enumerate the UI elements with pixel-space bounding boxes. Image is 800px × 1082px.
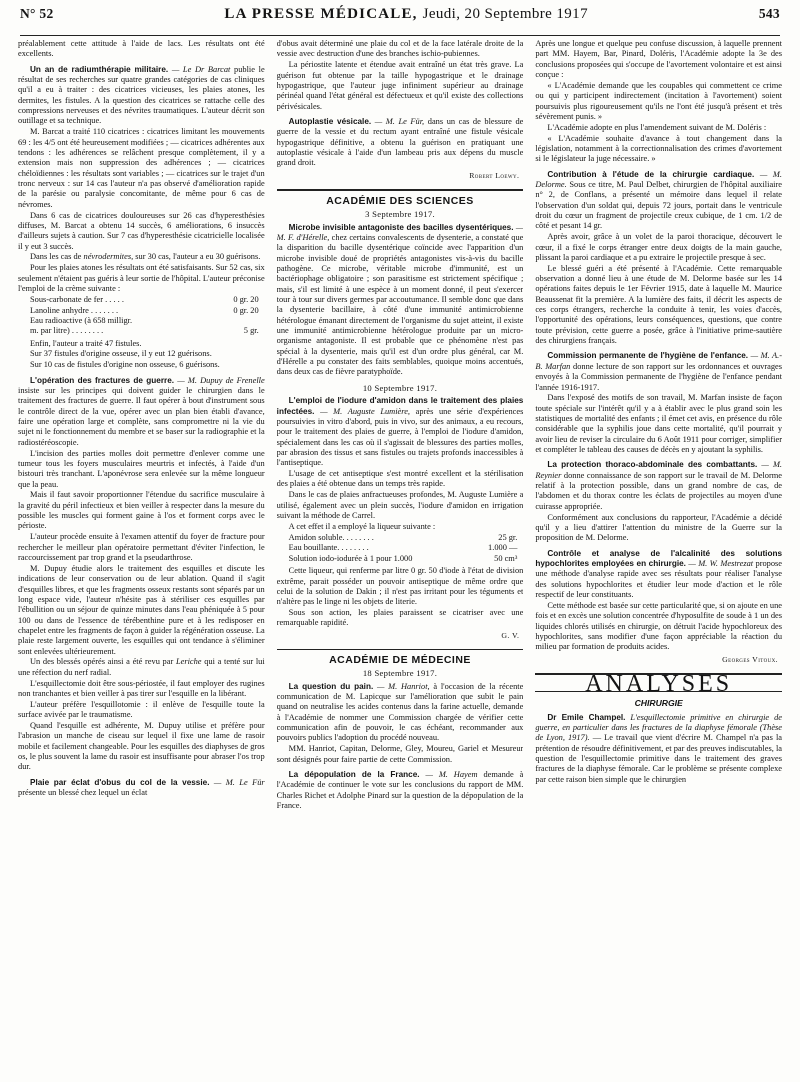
formula-amount: 5 gr.: [243, 326, 259, 336]
paragraph: Dans l'exposé des motifs de son travail, M. Marfan insiste de façon toute spéciale sur l'intérêt qu'il y a à établir avec le plus grand soin les statistiques de mortalité des enfants ; il émet cet avis, en présence du rôle considérable que la syphilis joue dans cette mortalité, qu'il pourrait y avoir lieu de reviser la circulaire du 6 Août 1911 pour corriger, simplifier et compléter le tableau des causes de décès en y ajoutant la syphilis.: [535, 393, 783, 455]
paragraph: Cette méthode est basée sur cette particularité que, si on ajoute en une fois et en excès une solution concentrée d'hyposulfite de soude à 1 un des liquides chlorés utilisés en chirurgie, on détruit l'acide hypochloreux des hypochlorites, sans modifier d'une façon appréciable la réaction du milieu par formation de produits acides.: [535, 600, 783, 652]
paragraph: [18, 657, 265, 678]
formula-row: [277, 554, 524, 564]
paragraph: Conformément aux conclusions du rapporteur, l'Académie a décidé qu'il y a lieu d'attirer l'attention du ministre de la Guerre sur la proposition de M. Delorme.: [535, 512, 783, 543]
article-title: La dépopulation de la France.: [288, 770, 420, 779]
article-cardiaque: [535, 170, 782, 232]
paragraph: Après une longue et quelque peu confuse discussion, à laquelle prennent part MM. Hayem, Bar, Pinard, Doléris, l'Académie adopte la 3e des conclusions proposées qui s'occupe de l'avortement volontaire et est ainsi conçue :: [535, 39, 783, 80]
section-heading: ACADÉMIE DES SCIENCES: [277, 189, 524, 206]
paragraph: La périostite latente et étendue avait entraîné un état très grave. La guérison fut obtenue par la taille hypogastrique et le drainage hypogastrique, que l'auteur juge infiniment supérieur au drainage périnéal quand l'état général est défectueux et qu'il existe des collections périvésicales.: [276, 60, 524, 111]
paragraph: MM. Hanriot, Capitan, Delorme, Gley, Moureu, Gariel et Mesureur sont désignés pour faire partie de cette Commission.: [276, 744, 524, 764]
article-author: — Le Dr Barcat: [171, 64, 231, 74]
article-title: La protection thoraco-abdominale des combattants.: [547, 460, 758, 470]
signature: G. V.: [501, 630, 520, 640]
session-date: 10 Septembre 1917.: [362, 382, 438, 393]
formula-amount: 0 gr. 20: [233, 295, 259, 305]
formula-ingredient: Eau radioactive (à 658 milligr.: [30, 315, 133, 325]
text-run-italic: Leriche: [175, 657, 202, 667]
article-body: chez certains convalescents de dysenterie, a constaté que la disparition du bacille dysentérique coïncide avec l'apparition d'un microbe invisible doué de propriétés antagonistes vis-à-vis du bacille pathogène. Ce microbe, véritable microbe d'immunité, est un bactériophage obligatoire ; son parasitisme est strictement spécifique ; mais, s'il est limité à une espèce à un moment donné, il peut s'exercer tour à tour sur divers germes par accoutumance. Il semble donc que dans la dysenterie bacillaire, à côté d'une immunité antimicrobienne hétérologue émanant directement de l'organisme du sujet atteint, il existe une immunité antimicrobienne hétérologue produite par un micro-organisme antagoniste. Il est probable que ce phénomène n'est pas spécial à la dysenterie, mais qu'il est d'un ordre plus général, car M. d'Hérelle a pu constater des faits semblables, quoique moins accentués, dans deux cas de fièvre paratyphoïde.: [276, 233, 524, 377]
column-2: [277, 39, 524, 1079]
session-date: 3 Septembre 1917.: [365, 209, 435, 220]
article-author: — M. Dupuy de Frenelle: [177, 375, 265, 385]
article-body: propose une méthode d'analyse rapide avec ses résultats pour réaliser l'analyse des solutions hypochlorites et étudier leur mode d'action et le rôle respectif de leur constituants.: [535, 559, 783, 600]
formula-amount: 0 gr. 20: [233, 305, 259, 315]
article-title: Plaie par éclat d'obus du col de la vessie.: [30, 777, 210, 787]
formula-ingredient: Amidon soluble. . . . . . . .: [288, 533, 374, 543]
article-body: insiste sur les principes qui doivent guider le chirurgien dans le traitement des fractures de guerre. Il faut opérer à bout d'instrument sous le contrôle direct de la vue, opérer avec un plan bien établi d'avance, faire une opération large et complète, sans compromettre ni la vie du sujet ni le fonctionnement du membre et se baser sur la radiographie et la radiostéréoscopie.: [18, 386, 265, 447]
paragraph: L'auteur préfère l'esquillotomie : il enlève de l'esquille toute la surface avivée par le traumatisme.: [18, 699, 265, 720]
article-title: Contrôle et analyse de l'alcalinité des solutions hypochlorites employées en chirurgie.: [535, 548, 783, 568]
article-author: — M. W. Mestrezat: [688, 559, 754, 568]
columns: [18, 39, 782, 1079]
formula-row: [18, 316, 265, 326]
masthead: [20, 6, 780, 36]
article-author: — M. Reynier: [535, 460, 783, 480]
issue-number: N° 52: [20, 6, 54, 21]
article-title: Commission permanente de l'hygiène de l'enfance.: [547, 351, 749, 361]
article-body: donne lecture de son rapport sur les ordonnances et ouvrages envoyés à la Commission permanente de l'hygiène de l'enfance pendant l'année 1916-1917.: [535, 361, 783, 392]
paragraph: Pour les plaies atones les résultats ont été satisfaisants. Sur 52 cas, six seulement n'étaient pas guéris à leur sortie de l'hôpital. L'auteur préconise l'emploi de la crème suivante :: [18, 263, 265, 293]
text-run: Dans les cas de: [30, 252, 82, 262]
section-heading: ACADÉMIE DE MÉDECINE: [277, 649, 524, 665]
session-date: 18 Septembre 1917.: [362, 668, 438, 679]
formula-amount: 25 gr.: [498, 533, 518, 543]
article-title: L'emploi de l'iodure d'amidon dans le traitement des plaies infectées.: [276, 396, 524, 416]
formula-amount: [211, 316, 264, 326]
formula-ingredient: m. par litre) . . . . . . . .: [30, 326, 104, 336]
article-author: — M. Hanriot,: [376, 681, 430, 691]
formula-table: [277, 533, 524, 564]
paragraph: Sur 37 fistules d'origine osseuse, il y eut 12 guérisons.: [30, 349, 212, 359]
paragraph: Quand l'esquille est adhérente, M. Dupuy utilise et préfère pour l'abrasion un manche de ciseau sur lequel il fixe une lame de rasoir mobile et facilement changeable. Pour les esquilles des diaphyses de gros os, le plus souvent la lame du rasoir est insuffisante pour abraser l'os trop dur.: [18, 721, 265, 772]
journal-title: [224, 6, 588, 23]
formula-table: [18, 295, 265, 336]
article-body: après une série d'expériences poursuivies in vitro d'abord, puis in vivo, sur des animaux, a eu recours, pour le traitement des plaies de guerre, à l'emploi de l'iodure d'amidon, spécialement dans les cas où il s'agissait de blessures des parties molles, par abrasion des tissus et sans fistules ou trajets profonds inaccessibles à l'antiseptique.: [276, 406, 524, 468]
article-author: — M. Le Für,: [374, 116, 425, 126]
formula-row: [277, 543, 524, 553]
text-run: qui a tenté sur lui une réfection du nerf radial.: [18, 657, 265, 677]
paragraph: L'incision des parties molles doit permettre d'enlever comme une tumeur tous les foyers musculaires meurtris et infectés, à l'aide d'un bistouri très tranchant. L'aponévrose sera enlevée sur la même longueur que la peau.: [18, 448, 265, 489]
column-3: [535, 39, 782, 1079]
signature: Robert Loewy.: [469, 170, 520, 180]
rubric-heading: CHIRURGIE: [634, 698, 683, 709]
article-author: — M. F. d'Hérelle,: [276, 222, 524, 242]
article-fractures: [18, 376, 265, 448]
paragraph: L'auteur procède ensuite à l'examen attentif du foyer de fracture pour rechercher le meilleur plan opératoire permettant d'éviter l'infection, le raccourcissement par trop grand et la pseudarthrose.: [18, 532, 265, 562]
article-depopulation: [277, 770, 524, 811]
text-run: sur 30 cas, l'auteur a eu 30 guérisons.: [135, 252, 261, 262]
paragraph: Dans 6 cas de cicatrices douloureuses sur 26 cas d'hyperesthésies diffuses, M. Barcat a obtenu 14 succès, 6 améliorations, 6 insuccès d'ailleurs sujets à caution. Sur 7 cas d'hyperesthésie cicatricielle localisée il y eut 3 succès.: [18, 210, 265, 251]
paragraph: L'esquillectomie doit être sous-périostée, il faut employer des rugines non tranchantes et bien veiller à pas tirer sur l'esquille en la libérant.: [18, 678, 265, 698]
paragraph: « L'Académie souhaite d'avance à tout changement dans la législation, notamment à la correctionnalisation des crimes d'avortement si le législateur la juge nécessaire. »: [535, 133, 783, 164]
article-title: Contribution à l'étude de la chirurgie cardiaque.: [547, 169, 755, 179]
review-champel: [535, 713, 782, 785]
review-title: L'esquillectomie primitive en chirurgie de guerre, en particulier dans les fractures de la diaphyse fémorale: [535, 712, 782, 732]
article-pain: [277, 682, 524, 744]
paragraph: d'obus avait déterminé une plaie du col et de la face latérale droite de la vessie avec destruction d'une des branches ischio-pubiennes.: [276, 39, 524, 59]
paragraph: L'Académie adopte en plus l'amendement suivant de M. Doléris :: [547, 122, 767, 132]
paragraph: Sous son action, les plaies paraissent se cicatriser avec une remarquable rapidité.: [276, 608, 524, 628]
analyses-banner: [535, 670, 782, 697]
review-body: — Le travail que vient d'écrire M. Champel n'a pas la prétention de résoudre définitivement, et par des preuves indiscutables, la question de l'esquillectomie primitive dans le traitement des graves fractures de la diaphyse fémorale. Car le problème se présente complexe par cette raison bien simple que le chirurgien: [535, 733, 783, 784]
paragraph: Sur 10 cas de fistules d'origine non osseuse, 6 guérisons.: [30, 360, 220, 370]
article-autoplastie: [277, 117, 524, 169]
paragraph: Cette liqueur, qui renferme par litre 0 gr. 50 d'iode à l'état de division extrême, parait posséder un pouvoir antiseptique de même ordre que celui de la solution de Dakin ; il n'est pas irritant pour les téguments et n'altère pas le linge ni les objets de literie.: [276, 566, 524, 607]
formula-ingredient: Solution iodo-iodurée à 1 pour 1.000: [288, 553, 413, 563]
page-number: 543: [758, 6, 780, 21]
paragraph: M. Dupuy étudie alors le traitement des esquilles et discute les indications de leur conservation ou de leur ablation. Quand il s'agit d'esquilles libres, et que les fragments osseux restants sont séparés par un long espace vide, l'auteur n'hésite pas à stériliser ces esquilles par l'ébullition ou un séjour de quinze minutes dans l'eau phéniquée à 5 pour 100 ou dans de l'essence de térébenthine pure et à les redisposer en chapelet entre les fragments de façon à guider la régénération osseuse. La plaie reste largement ouverte, les esquilles qui ont tendance à s'éliminer sont enlevées ultérieurement.: [18, 563, 265, 656]
article-author: — M. A.-B. Marfan: [535, 351, 783, 371]
formula-amount: 50 cm³: [494, 553, 518, 563]
article-title: L'opération des fractures de guerre.: [30, 375, 175, 385]
article-microbe: [277, 223, 524, 378]
article-title: Microbe invisible antagoniste des bacilles dysentériques.: [288, 222, 514, 232]
article-vessie: [18, 778, 265, 799]
formula-ingredient: Eau bouillante. . . . . . . .: [288, 543, 369, 553]
text-run-italic: névrodermites,: [83, 252, 134, 262]
article-radium: [18, 65, 265, 127]
journal-name: LA PRESSE MÉDICALE,: [224, 6, 418, 22]
formula-row: [18, 295, 265, 305]
article-body: à l'occasion de la récente communication de M. Lapicque sur l'amélioration que subit le pain quand on neutralise les acides contenus dans la farine actuelle, demande à l'Académie de nommer une Commission chargée de vérifier cette communication afin de pouvoir, le cas échéant, recommander aux pouvoirs publics l'adoption du procédé nouveau.: [276, 681, 524, 743]
review-author: Dr Emile Champel.: [547, 712, 626, 722]
article-body: donne connaissance de son rapport sur le travail de M. Delorme relatif à la protection possible, dans un grand nombre de cas, de l'abdomen et du thorax contre les éclats de projectiles au moyen d'une cuirasse appropriée.: [535, 470, 783, 511]
article-author: — M. Auguste Lumière,: [320, 406, 411, 416]
article-author: — M. Delorme.: [535, 169, 782, 189]
article-body: Sous ce titre, M. Paul Delbet, chirurgien de l'hôpital auxiliaire n° 2, de Conflans, a présenté un mémoire dans lequel il relate l'observation d'un soldat qui, depuis 72 jours, portait dans le ventricule droit du cœur un fragment de projectile creux cubique, de 1 cm. 1/2 de côté et pesant 14 gr.: [535, 179, 783, 231]
issue-date: Jeudi, 20 Septembre 1917: [422, 6, 588, 22]
text-run: Un des blessés opérés ainsi a été revu par: [30, 657, 174, 667]
paragraph: L'usage de cet antiseptique s'est montré excellent et la stérilisation des plaies a été obtenue dans un temps très rapide.: [276, 469, 524, 489]
article-alcalinite: [535, 549, 782, 601]
article-body: dans un cas de blessure de guerre de la vessie et du rectum ayant entraîné une fistule vésicale hypogastrique définitive, a obtenu la guérison en pratiquant une autoplastie vésicale à l'aide d'un lambeau pris aux dépens du muscle grand droit.: [276, 116, 524, 168]
article-body: demande à l'Académie de continuer le vote sur les conclusions du rapport de MM. Charles Richet et Adolphe Pinard sur la question de la dépopulation de la France.: [276, 770, 524, 811]
formula-row: [18, 326, 265, 336]
column-1: [18, 39, 265, 1079]
paragraph: Dans le cas de plaies anfractueuses profondes, M. Auguste Lumière a utilisé, également avec un plein succès, l'iodure d'amidon en irrigation suivant la méthode de Carrel.: [276, 490, 524, 520]
paragraph: [18, 252, 265, 262]
paragraph: M. Barcat a traité 110 cicatrices : cicatrices limitant les mouvements 69 : les 4/5 ont été heureusement modifiées ; — cicatrices adhérentes aux tendons : les adhérences se relâchent presque complètement, il y a extension mais non suppression des adhérences ; — cicatrices chéloïdiennes : les résultats sont variables ; — cicatrices sur le trajet d'un tronc nerveux : sur 14 cas l'auteur n'a pas observé d'amélioration rapide de la parésie ou paralysie concomitante, de même pour 6 cas de névromes.: [18, 127, 265, 209]
paragraph: A cet effet il a employé la liqueur suivante :: [288, 521, 436, 531]
article-protection: [535, 460, 782, 512]
article-title: Autoplastie vésicale.: [288, 116, 372, 126]
paragraph: Mais il faut savoir proportionner l'étendue du sacrifice musculaire à la gravité du péril infectieux et bien veiller à respecter dans la mesure du possible les muscles qui forment gaine à l'os et forment corps avec le périoste.: [18, 490, 265, 531]
article-body: présente un blessé chez lequel un éclat: [18, 788, 148, 798]
paragraph: préalablement cette attitude à l'aide de lacs. Les résultats ont été excellents.: [18, 39, 265, 59]
article-title: Un an de radiumthérapie militaire.: [30, 64, 169, 74]
paragraph: Enfin, l'auteur a traité 47 fistules.: [30, 338, 142, 348]
formula-row: [18, 306, 265, 316]
paragraph: Le blessé guéri a été présenté à l'Académie. Cette remarquable observation a donné lieu à une étude de M. Delorme basée sur les 14 opérations faites depuis le 1er Février 1915, date à laquelle M. Maurice Beaussenat fit la première. A la lumière des faits, il décrit les aspects de ces corps étrangers, recherche la conduite à tenir, les voies d'accès, l'opportunité des opérations, leurs conséquences, questions, que contre toute prévision, cette guerre a posée, grâce à l'initiative prime-sautière des chirurgiens français.: [535, 263, 783, 346]
analyses-heading: ANALYSES: [585, 670, 733, 697]
article-hygiene: [535, 351, 782, 392]
formula-ingredient: Sous-carbonate de fer . . . . .: [30, 295, 124, 305]
formula-ingredient: Lanoline anhydre . . . . . . .: [30, 305, 119, 315]
article-author: — M. Hayem: [425, 770, 478, 779]
article-iodure: [277, 396, 524, 468]
formula-amount: 1.000 —: [488, 543, 518, 553]
paragraph: Après avoir, grâce à un volet de la paroi thoracique, découvert le cœur, il a fixé le corps étranger entre deux doigts de la main gauche, plissant la paroi cardiaque et a pu extraire le projectile presque à sec.: [535, 232, 783, 262]
article-body: publie le résultat de ses recherches sur quatre grandes catégories de cas cliniques qu'il a eu à traiter : des cicatrices vicieuses, les plaies atones, les dermites, les fistules. A la question des cicatrices se rattache celle des compressions nerveuses et des névrites traumatiques. L'auteur décrit son outillage et sa technique.: [18, 64, 265, 126]
article-author: — M. Le Für: [213, 777, 265, 787]
signature: Georges Vitoux.: [722, 654, 779, 664]
paragraph: « L'Académie demande que les coupables qui commettent ce crime ou qui y participent indirectement (incitation à l'avortement) soient poursuivis plus rigoureusement qu'ils ne l'ont été jusqu'à présent et très sévèrement punis. »: [535, 80, 783, 121]
article-title: La question du pain.: [288, 681, 374, 691]
review-thesis: (Thèse de Lyon, 1917).: [535, 722, 783, 743]
formula-row: [277, 533, 524, 543]
